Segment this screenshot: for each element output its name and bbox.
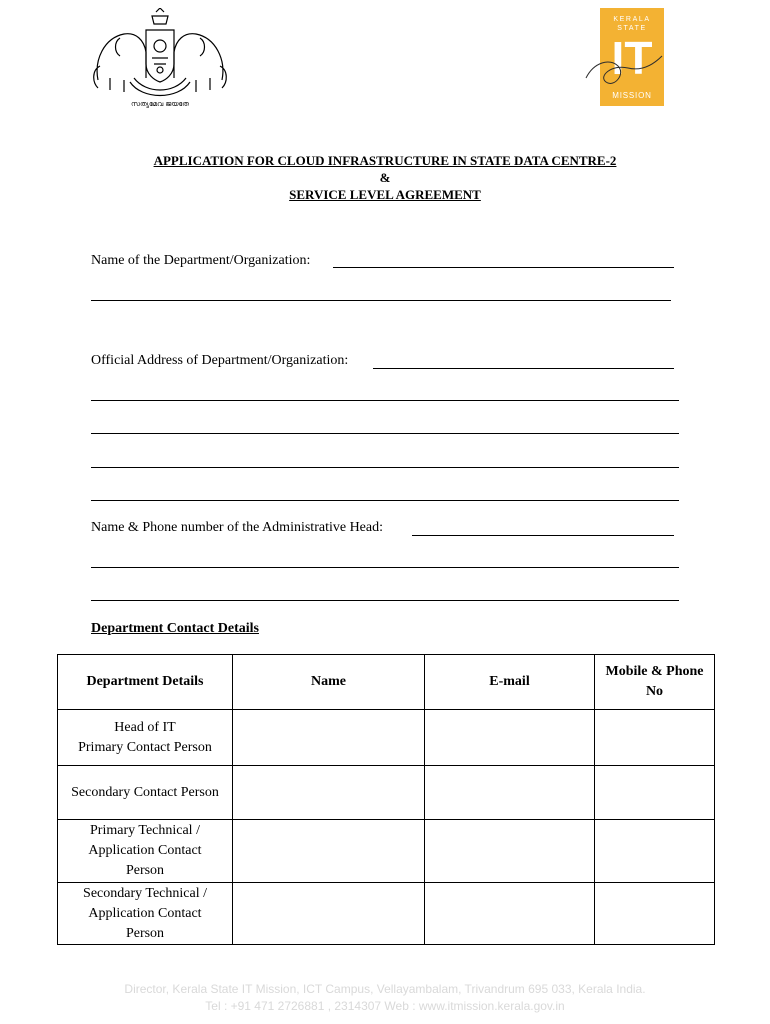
phone-cell[interactable] (595, 820, 715, 883)
address-label: Official Address of Department/Organization: (91, 353, 349, 368)
email-cell[interactable] (425, 766, 595, 820)
phone-cell[interactable] (595, 710, 715, 766)
row-label-line: Primary Contact Person (78, 739, 212, 755)
address-input-line[interactable] (373, 368, 674, 369)
kerala-it-mission-logo (584, 8, 664, 106)
row-label (58, 710, 233, 766)
address-input-line-3[interactable] (91, 433, 679, 434)
logo-text-state: STATE (617, 25, 647, 32)
name-cell[interactable] (233, 710, 425, 766)
row-label (58, 820, 233, 883)
page-title-line3: SERVICE LEVEL AGREEMENT (289, 187, 481, 202)
admin-head-input-line-2[interactable] (91, 567, 679, 568)
table-row (58, 820, 715, 883)
contact-details-heading: Department Contact Details (91, 621, 259, 636)
email-cell[interactable] (425, 883, 595, 945)
row-label-line: Person (125, 925, 165, 941)
name-cell[interactable] (233, 820, 425, 883)
header-name: Name (233, 655, 425, 710)
page-title-line2: & (379, 170, 391, 185)
logo-text-mission: MISSION (612, 91, 652, 100)
address-input-line-4[interactable] (91, 467, 679, 468)
page-title-line1: APPLICATION FOR CLOUD INFRASTRUCTURE IN STATE DATA CENTRE-2 (153, 153, 617, 168)
name-cell[interactable] (233, 883, 425, 945)
row-label-line: Person (125, 863, 165, 878)
header-mobile-phone: Mobile & Phone No (595, 655, 715, 710)
table-row (58, 766, 715, 820)
table-row (58, 710, 715, 766)
phone-cell[interactable] (595, 883, 715, 945)
contact-details-table (57, 654, 715, 945)
dept-name-input-line-2[interactable] (91, 300, 671, 301)
row-label-line: Application Contact (88, 843, 202, 858)
address-input-line-2[interactable] (91, 400, 679, 401)
logo-text-it: IT (611, 32, 653, 84)
phone-cell[interactable] (595, 766, 715, 820)
logo-text-kerala: KERALA (613, 16, 651, 23)
row-label-line: Primary Technical / (90, 823, 200, 838)
row-label-line: Secondary Technical / (83, 885, 207, 901)
address-input-line-5[interactable] (91, 500, 679, 501)
row-label (58, 766, 233, 820)
footer-address: Director, Kerala State IT Mission, ICT Campus, Vellayambalam, Trivandrum 695 033, Kerala India. (124, 982, 646, 996)
table-row (58, 883, 715, 945)
row-label-line: Head of IT (114, 719, 176, 735)
admin-head-input-line[interactable] (412, 535, 674, 536)
admin-head-label: Name & Phone number of the Administrative Head: (91, 520, 383, 535)
dept-name-input-line[interactable] (333, 267, 674, 268)
name-cell[interactable] (233, 766, 425, 820)
dept-name-label: Name of the Department/Organization: (91, 253, 311, 268)
admin-head-input-line-3[interactable] (91, 600, 679, 601)
row-label (58, 883, 233, 945)
email-cell[interactable] (425, 820, 595, 883)
footer-contact: Tel : +91 471 2726881 , 2314307 Web : www.itmission.kerala.gov.in (205, 999, 565, 1013)
row-label-line: Application Contact (88, 905, 202, 921)
kerala-state-emblem-icon (90, 8, 230, 110)
email-cell[interactable] (425, 710, 595, 766)
svg-text:സത്യമേവ ജയതേ: സത്യമേവ ജയതേ (131, 100, 189, 108)
header-department-details: Department Details (58, 655, 233, 710)
row-label-line: Secondary Contact Person (71, 784, 219, 800)
header-email: E-mail (425, 655, 595, 710)
